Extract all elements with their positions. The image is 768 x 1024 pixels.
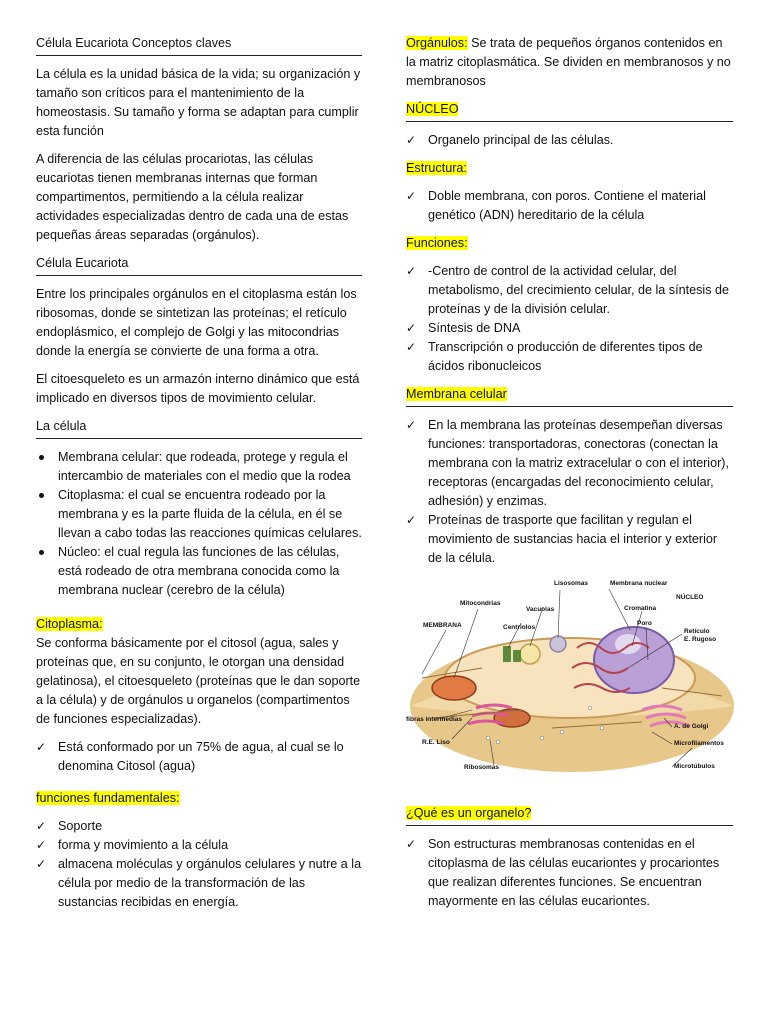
label-fibras-intermedias: fibras intermedias [406, 716, 462, 723]
organelo-check-list [406, 835, 733, 911]
label-microfilamentos: Microfilamentos [674, 740, 724, 747]
list-item: ✓ Proteínas de trasporte que facilitan y regulan el movimiento de sustancias hacia el interior y exterior de la célula. [406, 511, 733, 568]
organulos-text: Se trata de pequeños órganos contenidos en la matriz citoplasmática. Se dividen en membranosos y no membranosos [406, 36, 731, 88]
label-cromatina: Cromatina [624, 605, 657, 612]
label-ribosomas: Ribosomas [464, 764, 500, 771]
list-item: ✓ Transcripción o producción de diferentes tipos de ácidos ribonucleicos [406, 338, 733, 376]
label-membrana-nuclear: Membrana nuclear [610, 580, 668, 587]
list-item: ✓ Organelo principal de las células. [406, 131, 733, 150]
section-heading-la-celula: La célula [36, 417, 362, 439]
paragraph-organulos-def [406, 34, 733, 91]
funciones-nucleo-check-list [406, 262, 733, 376]
list-item: ✓ almacena moléculas y orgánulos celulares y nutre a la célula por medio de la transformación de las sustancias recibidas en energía. [36, 855, 362, 912]
highlighted-heading-que-es-organelo: ¿Qué es un organelo? [406, 806, 532, 820]
highlighted-heading-funciones: Funciones: [406, 236, 468, 250]
cell-diagram-illustration [402, 578, 738, 790]
label-microtubulos: Microtúbulos [674, 763, 715, 770]
estructura-check-list [406, 187, 733, 225]
list-item: ✓ -Centro de control de la actividad celular, del metabolismo, del crecimiento celular, de la síntesis de proteínas y de la división celular. [406, 262, 733, 319]
list-item: Membrana celular: que rodeada, protege y regula el intercambio de materiales con el medio que la rodea [36, 448, 362, 486]
label-reticulo: Retículo [684, 628, 710, 635]
mitocondria-shape [432, 676, 476, 700]
membrana-check-list [406, 416, 733, 568]
list-item: ✓ Soporte [36, 817, 362, 836]
label-mitocondrias: Mitocondrias [460, 600, 501, 607]
label-vacuolas: Vacuolas [526, 606, 555, 613]
estructura-title-row [406, 159, 733, 178]
list-item: ✓ Está conformado por un 75% de agua, al cual se lo denomina Citosol (agua) [36, 738, 362, 776]
list-item: Núcleo: el cual regula las funciones de las células, está rodeado de otra membrana conocida como la membrana nuclear (cerebro de la célula) [36, 543, 362, 600]
paragraph-eucariotas-membranas: A diferencia de las células procariotas, las células eucariotas tienen membranas internas que forman compartimentos, permitiendo a la célula realizar actividades especializadas dentro de cada una de estas pequeñas áreas separadas (orgánulos). [36, 152, 349, 242]
section-heading-membrana [406, 385, 733, 407]
left-column [36, 34, 362, 921]
label-e-rugoso: E. Rugoso [684, 636, 717, 643]
lisosoma-shape [550, 636, 566, 652]
label-centriolos: Centriolos [503, 624, 536, 631]
label-golgi: A. de Golgi [674, 723, 709, 730]
list-item: ✓ En la membrana las proteínas desempeñan diversas funciones: transportadoras, conectoras (conectan la membrana con la matriz extracelular o con el interior), receptoras (encargadas del reconocimiento celular, adhesión) y enzimas. [406, 416, 733, 511]
highlighted-heading-citoplasma: Citoplasma: [36, 617, 103, 631]
paragraph-citoplasma: Se conforma básicamente por el citosol (agua, sales y proteínas que, en su conjunto, le otorgan una densidad gelatinosa), el citoesqueleto (proteínas que le dan soporte a la célula) y de orgánulos u organelos (compartimentos de funciones especializadas). [36, 636, 361, 726]
list-item: ✓ Síntesis de DNA [406, 319, 733, 338]
nucleo-check-list [406, 131, 733, 150]
list-item: ✓ forma y movimiento a la célula [36, 836, 362, 855]
paragraph-celula-unidad: La célula es la unidad básica de la vida; su organización y tamaño son críticos para el mantenimiento de la homeostasis. Su tamaño y forma se adaptan para cumplir esta función [36, 67, 361, 138]
cell-diagram-figure [402, 578, 738, 790]
paragraph-organulos: Entre los principales orgánulos en el citoplasma están los ribosomas, donde se sintetizan las proteínas; el retículo endoplásmico, el complejo de Golgi y las mitocondrias donde la energía se convierte de una forma a otra. [36, 287, 357, 358]
celula-bullet-list [36, 448, 362, 600]
highlighted-heading-funciones-fundamentales: funciones fundamentales: [36, 791, 180, 805]
vacuola-shape [520, 644, 540, 664]
list-item: ✓ Son estructuras membranosas contenidas en el citoplasma de las células eucariontes y procariontes que realizan diferentes funciones. Se encuentran mayormente en las células eucariontes. [406, 835, 733, 911]
section-heading-que-es-organelo [406, 804, 733, 826]
right-column [406, 34, 733, 920]
citoplasma-title-row [36, 615, 362, 634]
label-nucleo: NÚCLEO [676, 594, 704, 601]
citoplasma-check-list [36, 738, 362, 776]
label-re-liso: R.E. Liso [422, 739, 450, 746]
label-lisosomas: Lisosomas [554, 580, 588, 587]
funciones-check-list [36, 817, 362, 912]
funciones-title-row-right [406, 234, 733, 253]
section-heading-conceptos: Célula Eucariota Conceptos claves [36, 34, 362, 56]
label-membrana: MEMBRANA [423, 622, 462, 629]
highlighted-heading-organulos: Orgánulos: [406, 36, 468, 50]
centriolo-shape [513, 650, 521, 662]
section-heading-nucleo [406, 100, 733, 122]
label-poro: Poro [637, 620, 652, 627]
list-item: Citoplasma: el cual se encuentra rodeado por la membrana y es la parte fluida de la célula, en él se llevan a cabo todas las reacciones químicas celulares. [36, 486, 362, 543]
highlighted-heading-estructura: Estructura: [406, 161, 467, 175]
paragraph-citoesqueleto: El citoesqueleto es un armazón interno dinámico que está implicado en diversos tipos de movimiento celular. [36, 372, 360, 405]
section-heading-celula-eucariota: Célula Eucariota [36, 254, 362, 276]
centriolo-shape [503, 646, 511, 662]
highlighted-heading-nucleo: NÚCLEO [406, 102, 459, 116]
highlighted-heading-membrana-celular: Membrana celular [406, 387, 507, 401]
list-item: ✓ Doble membrana, con poros. Contiene el material genético (ADN) hereditario de la célula [406, 187, 733, 225]
funciones-title-row [36, 789, 362, 808]
